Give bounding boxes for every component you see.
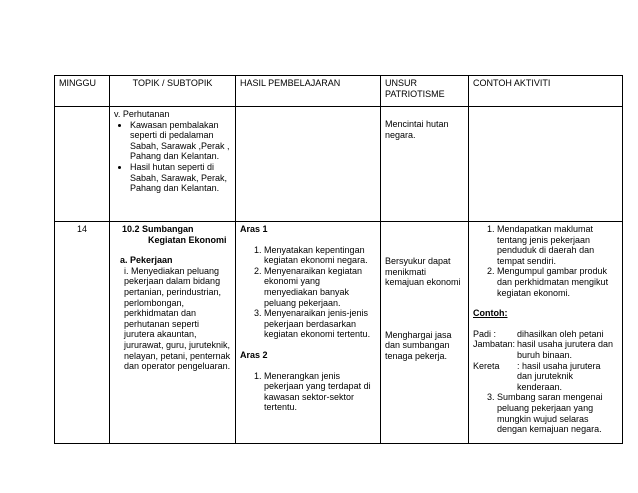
list-item: 3. Sumbang saran mengenai peluang pekerjaan yang mungkin wujud selaras dengan kemajuan negara. — [497, 392, 618, 434]
cell-hasil — [236, 222, 381, 444]
sub-text: i. Menyediakan peluang pekerjaan dalam bidang pertanian, perindustrian, perlombongan, perkhidmatan dan perhutanan seperti jurutera akauntan, jururawat, guru, juruteknik, nelayan, petani, penternak dan operator pengeluaran. — [124, 265, 231, 372]
cell-minggu-empty — [55, 107, 110, 222]
cell-topik — [110, 107, 236, 222]
list-item: 3. Menyenaraikan jenis-jenis pekerjaan berdasarkan kegiatan ekonomi tertentu. — [264, 308, 376, 340]
topik-heading: 10.2 Sumbangan — [122, 224, 194, 234]
list-item: • Hasil hutan seperti di Sabah, Sarawak, Perak, Pahang dan Kelantan. — [130, 162, 231, 194]
unsur-text: Mencintai hutan negara. — [385, 119, 449, 140]
example-text: : hasil usaha jurutera dan juruteknik kenderaan. — [517, 360, 601, 392]
list-item: 2. Mengumpul gambar produk dan perkhidmatan mengikut kegiatan ekonomi. — [497, 266, 618, 298]
cell-unsur — [381, 222, 469, 444]
contoh-label: Contoh: — [473, 308, 508, 319]
list-item: 2. Menyenaraikan kegiatan ekonomi yang menyediakan banyak peluang pekerjaan. — [264, 266, 376, 308]
aras-1-list — [240, 245, 376, 340]
example-label: Jambatan: — [473, 339, 516, 350]
aras-2-list — [240, 371, 376, 413]
header-hasil: HASIL PEMBELAJARAN — [236, 76, 381, 107]
topik-bullets — [114, 120, 231, 194]
cell-hasil-empty — [236, 107, 381, 222]
example-text: dihasilkan oleh petani — [517, 328, 604, 339]
example-row — [473, 329, 618, 340]
header-topik: TOPIK / SUBTOPIK — [110, 76, 236, 107]
header-minggu: MINGGU — [55, 76, 110, 107]
topik-title: v. Perhutanan — [114, 109, 170, 119]
list-item: 1. Mendapatkan maklumat tentang jenis pekerjaan penduduk di daerah dan tempat sendiri. — [497, 224, 618, 266]
table-row — [55, 222, 623, 444]
cell-contoh-empty — [469, 107, 623, 222]
cell-topik — [110, 222, 236, 444]
list-item: 1. Menerangkan jenis pekerjaan yang terdapat di kawasan sektor-sektor tertentu. — [264, 371, 376, 413]
list-item: 1. Menyatakan kepentingan kegiatan ekonomi negara. — [264, 245, 376, 266]
cell-minggu: 14 — [55, 222, 110, 444]
unsur-text-2: Menghargai jasa dan sumbangan tenaga pekerja. — [385, 329, 452, 361]
header-contoh: CONTOH AKTIVITI — [469, 76, 623, 107]
example-text: hasil usaha jurutera dan buruh binaan. — [517, 339, 614, 360]
example-row — [473, 361, 618, 393]
header-row — [55, 76, 623, 107]
cell-unsur — [381, 107, 469, 222]
sub-heading: a. Pekerjaan — [120, 255, 173, 266]
aktiviti-list-cont — [473, 392, 618, 434]
example-row — [473, 339, 618, 360]
table-row — [55, 107, 623, 222]
aktiviti-list — [473, 224, 618, 298]
aras-2-label: Aras 2 — [240, 349, 268, 360]
list-item: • Kawasan pembalakan seperti di pedalaman Sabah, Sarawak ,Perak , Pahang dan Kelantan. — [130, 120, 231, 162]
lesson-plan-table — [54, 75, 623, 444]
topik-heading-2: Kegiatan Ekonomi — [148, 234, 227, 245]
example-label: Kereta — [473, 360, 500, 371]
unsur-text-1: Bersyukur dapat menikmati kemajuan ekonomi — [385, 256, 461, 288]
cell-contoh — [469, 222, 623, 444]
aras-1-label: Aras 1 — [240, 224, 268, 234]
example-label: Padi : — [473, 328, 497, 339]
header-unsur: UNSUR PATRIOTISME — [381, 76, 469, 107]
